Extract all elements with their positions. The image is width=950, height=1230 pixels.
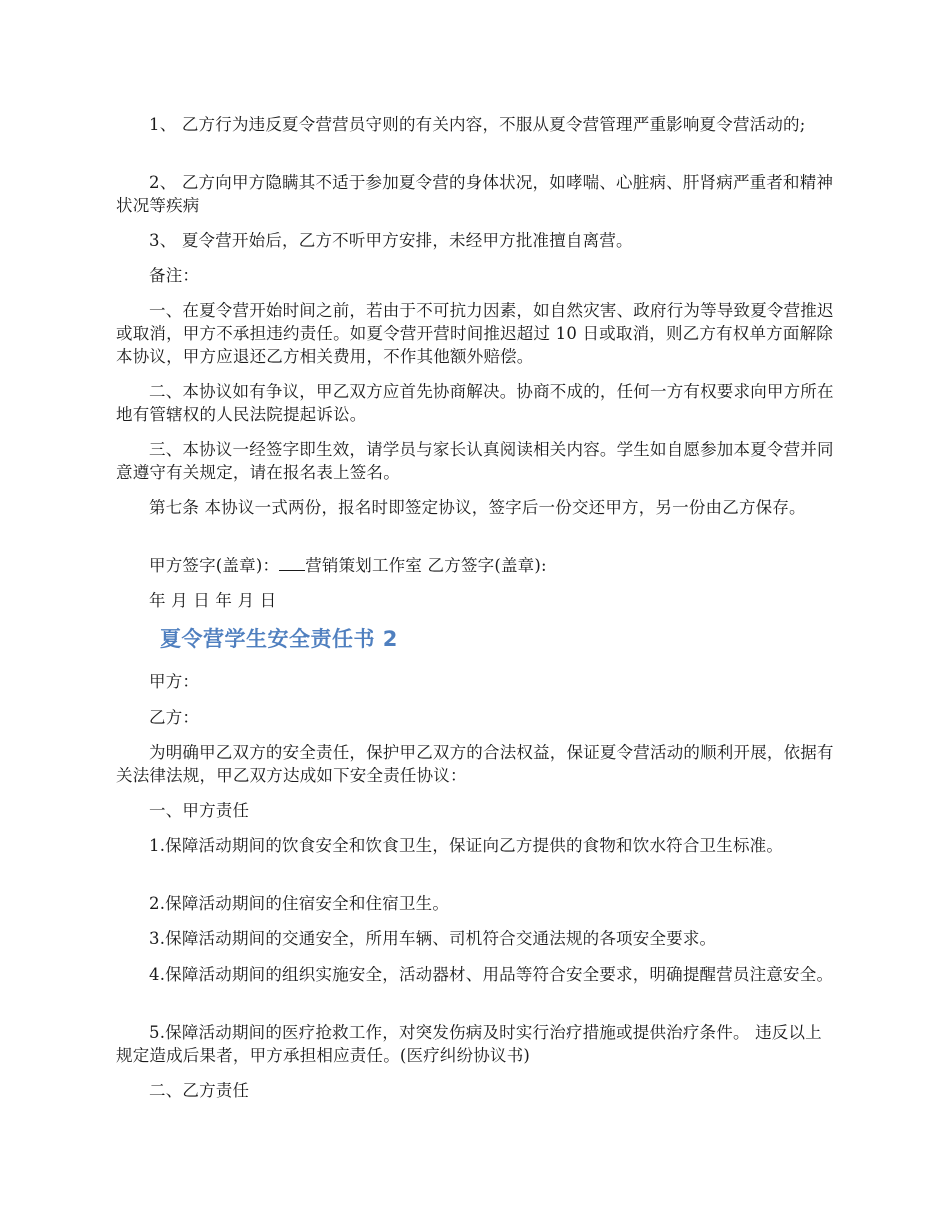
intro-paragraph: 为明确甲乙双方的安全责任，保护甲乙双方的合法权益，保证夏令营活动的顺利开展，依据有关法律法规，甲乙双方达成如下安全责任协议： [116, 743, 834, 785]
party-a-duties-heading: 一、甲方责任 [149, 801, 250, 820]
party-b-duties-heading: 二、乙方责任 [149, 1081, 250, 1100]
remark-2: 二、本协议如有争议，甲乙双方应首先协商解决。协商不成的，任何一方有权要求向甲方所在地有管辖权的人民法院提起诉讼。 [116, 382, 834, 424]
clause-1: 1、 乙方行为违反夏令营营员守则的有关内容，不服从夏令营管理严重影响夏令营活动的; [149, 115, 806, 134]
party-a-line: 甲方： [149, 672, 200, 691]
duty-4: 4.保障活动期间的组织实施安全，活动器材、用品等符合安全要求，明确提醒营员注意安全。 [149, 965, 834, 984]
section-title: 夏令营学生安全责任书 2 [160, 627, 398, 651]
party-a-name: 营销策划工作室 [305, 556, 423, 575]
party-b-signature-label: 乙方签字(盖章): [422, 556, 547, 575]
party-b-line: 乙方： [149, 708, 200, 727]
article-7: 第七条 本协议一式两份，报名时即签定协议，签字后一份交还甲方，另一份由乙方保存。 [149, 498, 806, 517]
remarks-label: 备注： [149, 266, 200, 285]
clause-3: 3、 夏令营开始后，乙方不听甲方安排，未经甲方批准擅自离营。 [149, 231, 633, 250]
duty-5: 5.保障活动期间的医疗抢救工作，对突发伤病及时实行治疗措施或提供治疗条件。 违反以上规定造成后果者，甲方承担相应责任。(医疗纠纷协议书) [116, 1023, 822, 1065]
party-a-signature-label: 甲方签字(盖章)： [149, 556, 280, 575]
duty-3: 3.保障活动期间的交通安全，所用车辆、司机符合交通法规的各项安全要求。 [149, 929, 717, 948]
clause-2: 2、 乙方向甲方隐瞒其不适于参加夏令营的身体状况，如哮喘、心脏病、肝肾病严重者和精神状况等疾病 [116, 173, 834, 215]
remark-3: 三、本协议一经签字即生效，请学员与家长认真阅读相关内容。学生如自愿参加本夏令营并同意遵守有关规定，请在报名表上签名。 [116, 440, 834, 482]
remark-1: 一、在夏令营开始时间之前，若由于不可抗力因素，如自然灾害、政府行为等导致夏令营推迟或取消，甲方不承担违约责任。如夏令营开营时间推迟超过 10 日或取消，则乙方有权单方面解除本协议，甲方应退还乙方相关费用，不作其他额外赔偿。 [116, 301, 834, 366]
signature-line [116, 554, 836, 577]
signature-blank [279, 556, 305, 571]
duty-1: 1.保障活动期间的饮食安全和饮食卫生，保证向乙方提供的食物和饮水符合卫生标准。 [149, 836, 784, 855]
duty-2: 2.保障活动期间的住宿安全和住宿卫生。 [149, 894, 450, 913]
date-line: 年 月 日 年 月 日 [149, 591, 277, 610]
